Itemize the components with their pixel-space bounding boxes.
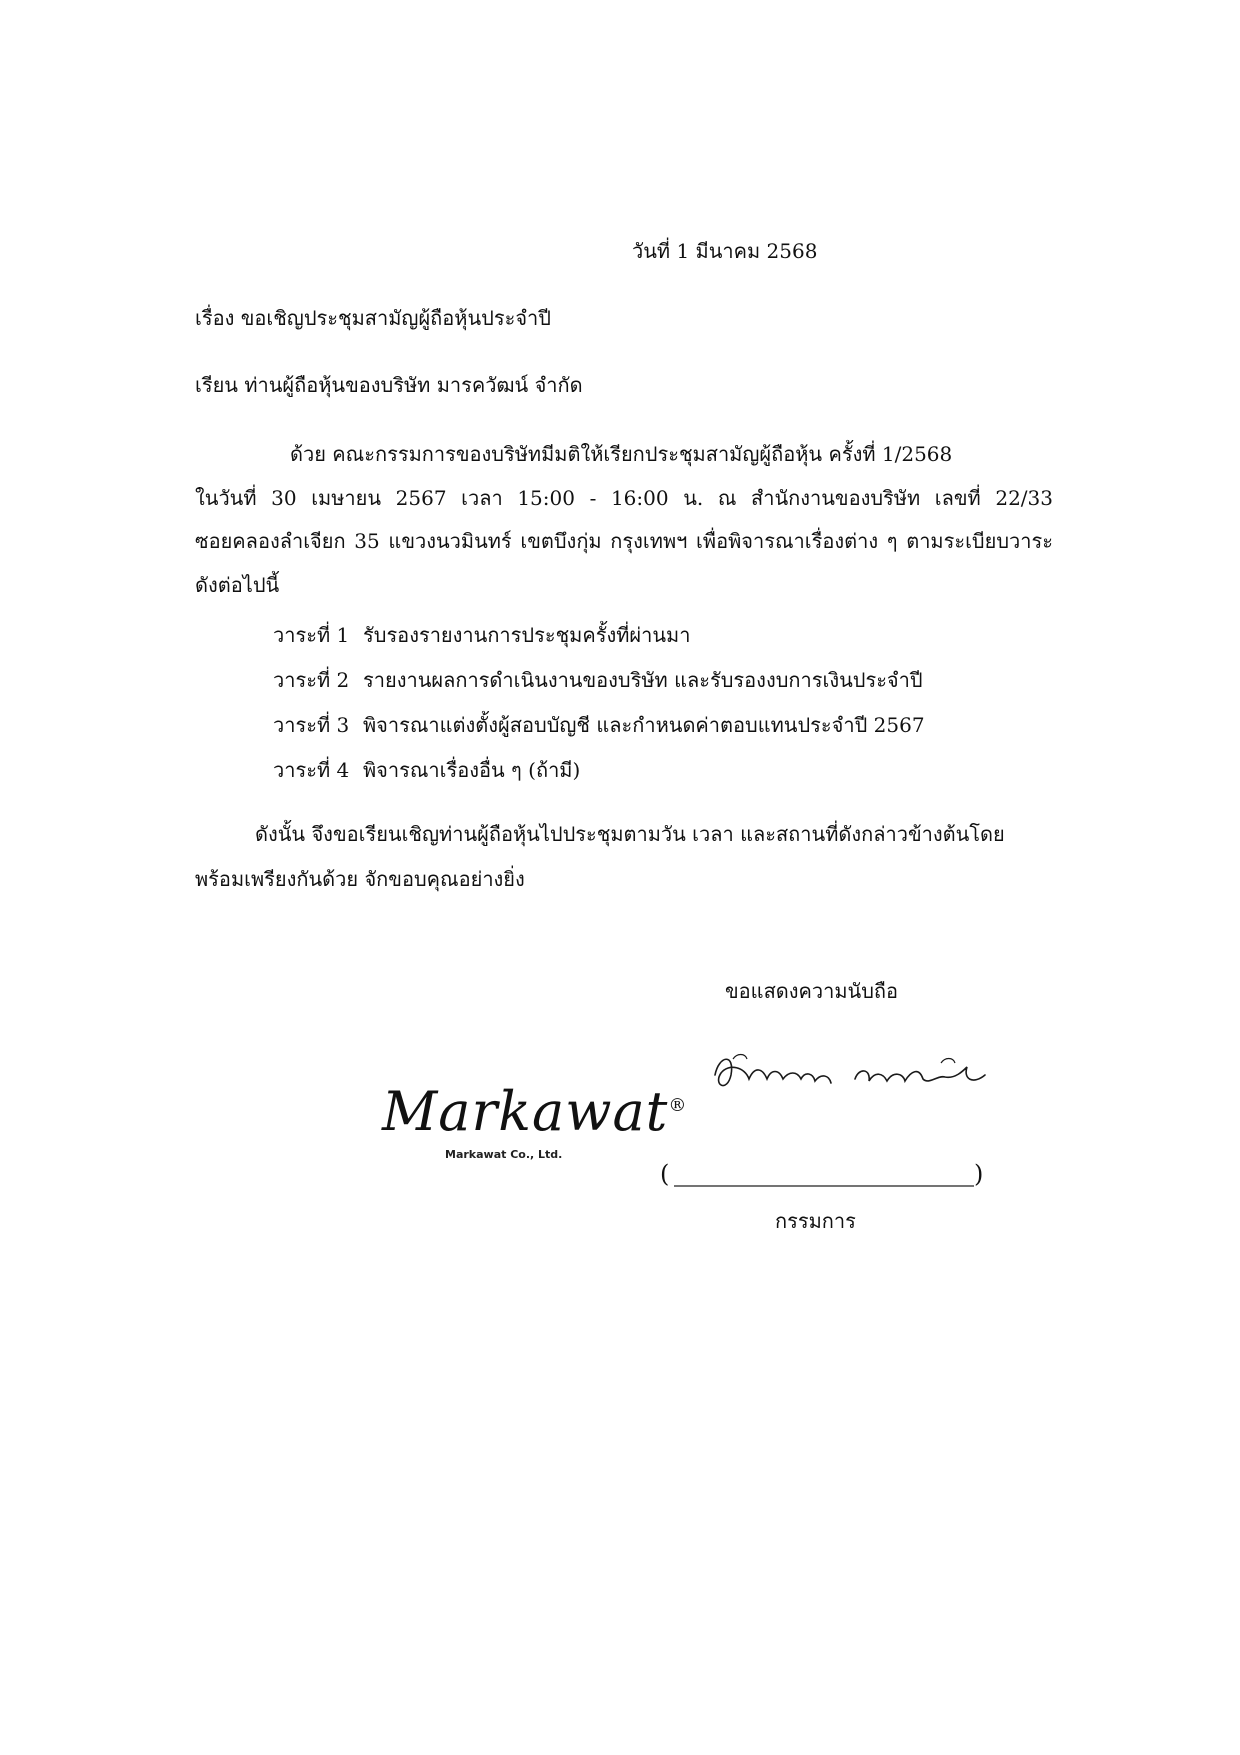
signature-line [660,1160,985,1194]
logo-script-text: Markawat [382,1080,669,1143]
agenda-text: พิจารณาเรื่องอื่น ๆ (ถ้ามี) [363,758,581,782]
logo-subtitle: Markawat Co., Ltd. [445,1148,563,1161]
agenda-number: วาระที่ 1 [273,623,350,647]
signature-underline [674,1160,974,1194]
agenda-number: วาระที่ 3 [273,713,350,737]
agenda-number: วาระที่ 2 [273,668,350,692]
date-line: วันที่ 1 มีนาคม 2568 [632,239,818,263]
paren-open: ( [660,1160,670,1188]
agenda-text: รับรองรายงานการประชุมครั้งที่ผ่านมา [363,623,691,647]
body-line-4: ดังต่อไปนี้ [195,573,280,597]
signer-title: กรรมการ [775,1209,856,1233]
registered-mark-icon: ® [668,1095,688,1116]
agenda-text: พิจารณาแต่งตั้งผู้สอบบัญชี และกำหนดค่าตอบแทนประจำปี 2567 [363,713,925,737]
agenda-text: รายงานผลการดำเนินงานของบริษัท และรับรองงบการเงินประจำปี [363,668,923,692]
handwritten-signature [705,1045,995,1105]
agenda-item-4 [273,754,580,786]
body-line-1: ด้วย คณะกรรมการของบริษัทมีมติให้เรียกประชุมสามัญผู้ถือหุ้น ครั้งที่ 1/2568 [290,442,953,466]
regards-line: ขอแสดงความนับถือ [725,979,899,1003]
closing-line-2: พร้อมเพรียงกันด้วย จักขอบคุณอย่างยิ่ง [195,867,525,891]
salutation-line: เรียน ท่านผู้ถือหุ้นของบริษัท มารควัฒน์ จำกัด [195,373,583,397]
company-logo [382,1080,687,1143]
agenda-item-3 [273,709,925,741]
agenda-number: วาระที่ 4 [273,758,350,782]
agenda-item-2 [273,664,923,696]
paren-close: ) [974,1160,984,1188]
body-line-3: ซอยคลองลำเจียก 35 แขวงนวมินทร์ เขตบึงกุ่ม กรุงเทพฯ เพื่อพิจารณาเรื่องต่าง ๆ ตามระเบียบวาระ [195,529,1053,553]
subject-line: เรื่อง ขอเชิญประชุมสามัญผู้ถือหุ้นประจำปี [195,306,551,330]
body-line-2: ในวันที่ 30 เมษายน 2567 เวลา 15:00 - 16:00 น. ณ สำนักงานของบริษัท เลขที่ 22/33 [195,486,1053,510]
agenda-item-1 [273,619,690,651]
closing-line-1: ดังนั้น จึงขอเรียนเชิญท่านผู้ถือหุ้นไปประชุมตามวัน เวลา และสถานที่ดังกล่าวข้างต้นโดย [255,822,1005,846]
